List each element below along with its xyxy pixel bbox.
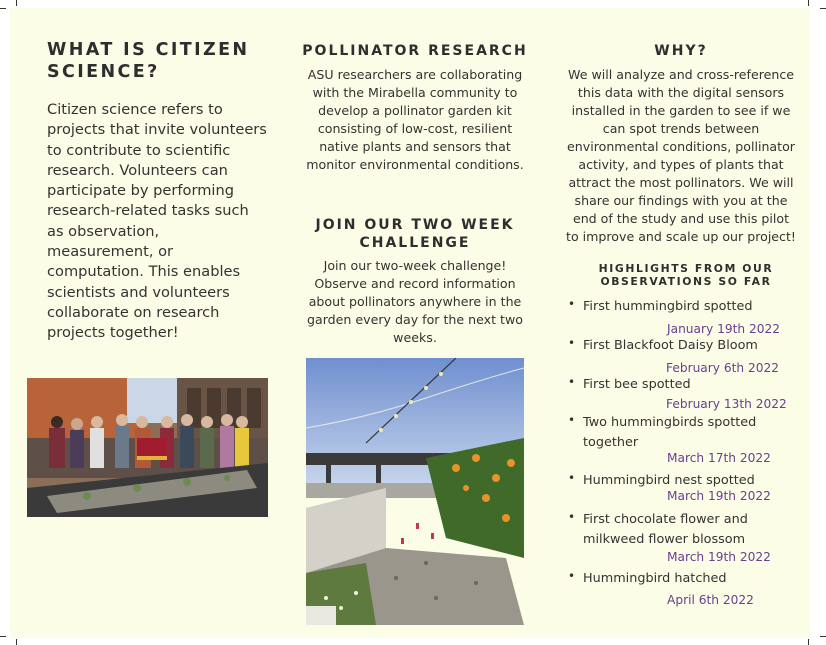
highlight-text: Hummingbird hatched [583,571,727,586]
bullet-icon: • [568,375,576,389]
garden-photo [306,358,524,625]
citizen-science-text: Citizen science refers to projects that invite volunteers to contribute to scientific research. Volunteers can participate by performing research-related tasks such as observation, measurement, or computation. This enables scientists and volunteers collaborate on research projects together! [47,101,267,342]
crop-mark-right-bottom [820,636,826,637]
bullet-icon: • [568,297,576,311]
highlight-text: Hummingbird nest spotted [583,473,755,488]
highlight-text: First bee spotted [583,377,691,392]
why-heading: WHY? [654,43,708,59]
highlight-text: Two hummingbirds spotted together [583,415,757,450]
garden-photo-image [306,358,524,625]
highlight-date: March 19th 2022 [667,550,771,564]
crop-mark-top-left [16,0,17,6]
pollinator-research-text: ASU researchers are collaborating with the Mirabella community to develop a pollinator garden kit consisting of low-cost, resilient native plants and sensors that monitor environmental conditions. [306,67,524,172]
highlight-text: First chocolate flower and milkweed flower blossom [583,512,748,547]
why-text: We will analyze and cross-reference this data with the digital sensors installed in the garden to see if we can spot trends between environmental conditions, pollinator activity, and types of plants that attract the most pollinators. We will share our findings with you at the end of the study and use this pilot to improve and scale up our project! [566,67,796,244]
bullet-icon: • [568,569,576,583]
highlight-text: First hummingbird spotted [583,299,753,314]
highlight-date: March 19th 2022 [667,489,771,503]
highlight-date: January 19th 2022 [667,322,780,336]
pollinator-research-heading: POLLINATOR RESEARCH [302,43,528,59]
highlight-date: March 17th 2022 [667,451,771,465]
citizen-science-heading: WHAT IS CITIZEN SCIENCE? [47,40,250,82]
two-week-challenge-text: Join our two-week challenge! Observe and record information about pollinators anywhere in the garden every day for the next two weeks. [307,258,523,345]
bullet-icon: • [568,510,576,524]
two-week-challenge-heading: JOIN OUR TWO WEEK CHALLENGE [315,217,515,251]
crop-mark-bottom-right [808,639,809,645]
group-photo-image [27,378,268,517]
highlight-date: April 6th 2022 [667,593,754,607]
crop-mark-right-top [820,8,826,9]
highlights-heading: HIGHLIGHTS FROM OUR OBSERVATIONS SO FAR [598,262,774,288]
highlight-date: February 6th 2022 [666,361,780,375]
bullet-icon: • [568,336,576,350]
highlight-date: February 13th 2022 [666,397,787,411]
bullet-icon: • [568,413,576,427]
bullet-icon: • [568,471,576,485]
highlight-text: First Blackfoot Daisy Bloom [583,338,758,353]
group-photo [27,378,268,517]
crop-mark-bottom-left [16,639,17,645]
crop-mark-left-top [0,8,6,9]
crop-mark-top-right [808,0,809,6]
crop-mark-left-bottom [0,636,6,637]
